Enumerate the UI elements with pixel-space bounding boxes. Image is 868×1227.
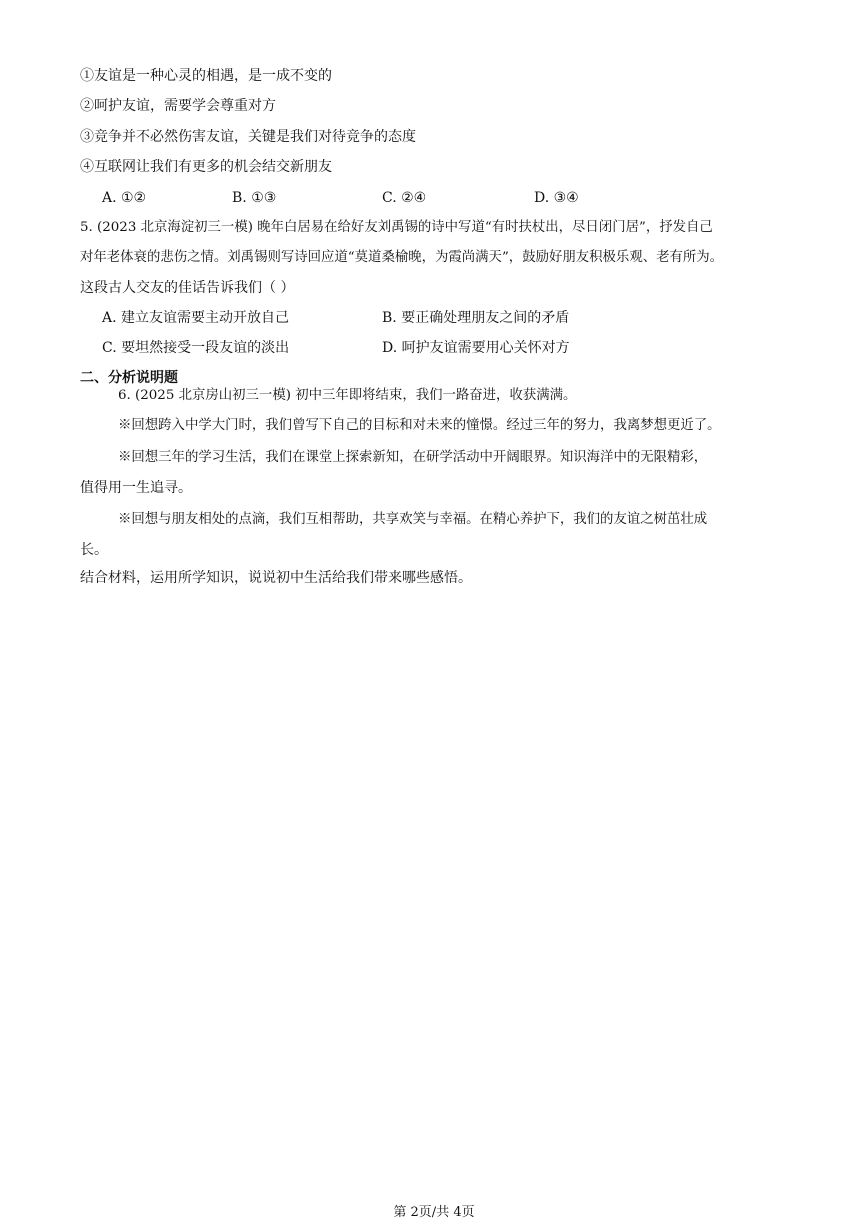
q6-material-1: ※回想跨入中学大门时，我们曾写下自己的目标和对未来的憧憬。经过三年的努力，我离梦想更近了。 — [118, 418, 721, 433]
q5-stem-line-1: 5. (2023 北京海淀初三一模) 晚年白居易在给好友刘禹锡的诗中写道“有时扶杖出，尽日闭门居”，抒发自己 — [80, 220, 713, 235]
q4-statement-4: ④互联网让我们有更多的机会结交新朋友 — [80, 159, 332, 175]
q4-option-d: D. ③④ — [534, 190, 579, 206]
q5-option-a: A. 建立友谊需要主动开放自己 — [102, 310, 290, 326]
q6-material-3: ※回想与朋友相处的点滴，我们互相帮助，共享欢笑与幸福。在精心养护下，我们的友谊之树茁壮成 — [118, 512, 708, 527]
q5-stem-line-2: 对年老体衰的悲伤之情。刘禹锡则写诗回应道“莫道桑榆晚，为霞尚满天”，鼓励好朋友积极乐观、老有所为。 — [80, 250, 724, 265]
q5-option-b: B. 要正确处理朋友之间的矛盾 — [382, 310, 570, 326]
q6-stem: 6. (2025 北京房山初三一模) 初中三年即将结束，我们一路奋进，收获满满。 — [118, 388, 577, 403]
q6-material-2: ※回想三年的学习生活，我们在课堂上探索新知，在研学活动中开阔眼界。知识海洋中的无限精彩， — [118, 450, 708, 465]
section-heading: 二、分析说明题 — [80, 370, 178, 386]
q5-option-c: C. 要坦然接受一段友谊的淡出 — [102, 340, 290, 356]
q4-option-c: C. ②④ — [382, 190, 427, 206]
q4-statement-1: ①友谊是一种心灵的相遇，是一成不变的 — [80, 68, 332, 84]
q6-material-2-cont: 值得用一生追寻。 — [80, 480, 192, 496]
page-number: 第 2页/共 4页 — [393, 1205, 475, 1220]
q6-question: 结合材料，运用所学知识，说说初中生活给我们带来哪些感悟。 — [80, 570, 472, 586]
q5-stem-line-3: 这段古人交友的佳话告诉我们（ ） — [80, 280, 295, 296]
q4-option-b: B. ①③ — [232, 190, 277, 206]
q6-material-3-cont: 长。 — [80, 542, 108, 558]
q4-statement-3: ③竞争并不必然伤害友谊，关键是我们对待竞争的态度 — [80, 129, 416, 145]
q5-option-d: D. 呵护友谊需要用心关怀对方 — [382, 340, 570, 356]
q4-statement-2: ②呵护友谊，需要学会尊重对方 — [80, 98, 276, 114]
q4-option-a: A. ①② — [102, 190, 147, 206]
